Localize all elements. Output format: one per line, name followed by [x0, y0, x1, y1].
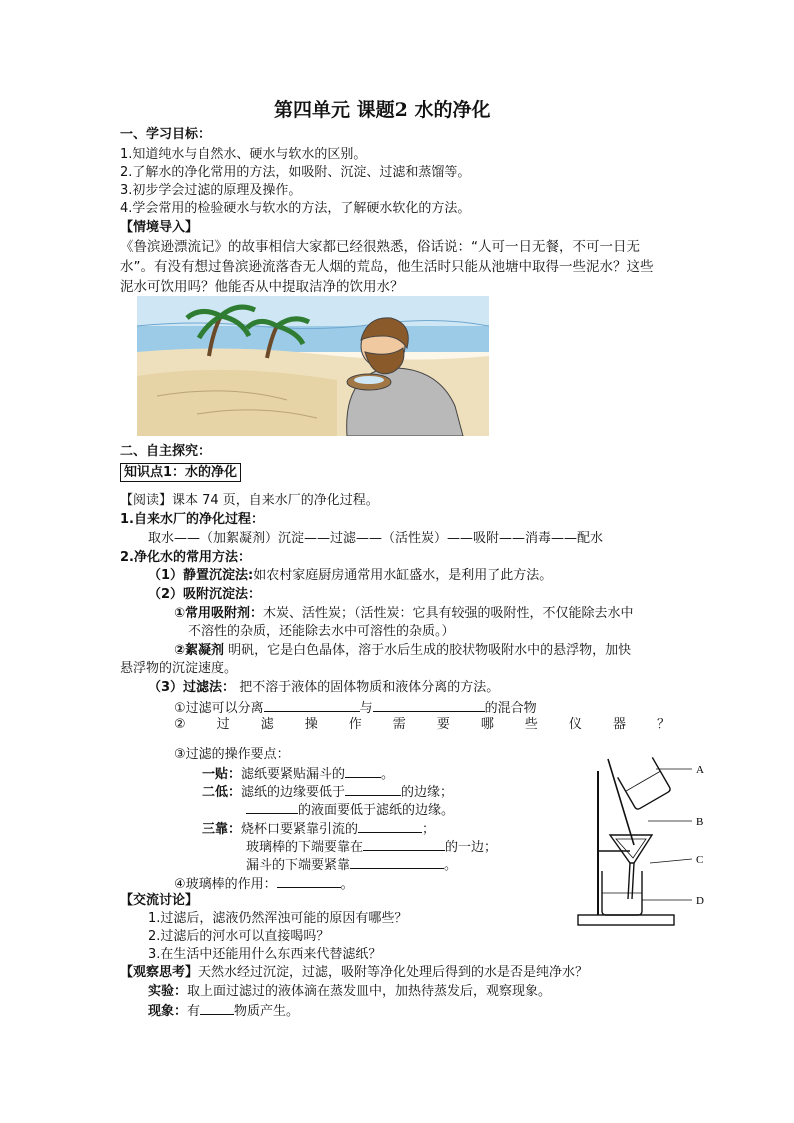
discussion-item: 2.过滤后的河水可以直接喝吗？	[148, 929, 330, 944]
page-title: 第四单元 课题2 水的净化	[274, 99, 491, 121]
sankao-end: 。	[444, 858, 458, 873]
filter-q2-char: ②	[174, 717, 186, 732]
filter-q2-char: 作	[348, 717, 362, 732]
filter-q3: ③过滤的操作要点：	[174, 747, 290, 762]
answer-blank[interactable]	[358, 819, 422, 833]
methods-heading: 2.净化水的常用方法：	[120, 550, 251, 565]
sankao-label: 三靠：	[202, 822, 242, 837]
method-2a-label: ①常用吸附剂：	[174, 606, 264, 621]
answer-blank[interactable]	[373, 698, 485, 712]
method-3-label: （3）过滤法：	[148, 680, 236, 695]
phenomenon-end: 物质产生。	[234, 1004, 300, 1019]
method-2b-text: 明矾，它是白色晶体，溶于水后生成的胶状物吸附水中的悬浮物，加快	[228, 643, 632, 658]
erdi-end: 的边缘；	[401, 785, 454, 800]
sankao-text: 烧杯口要紧靠引流的	[241, 822, 359, 837]
process-heading: 1.自来水厂的净化过程：	[120, 512, 264, 527]
sankao-text: 玻璃棒的下端要靠在	[246, 840, 364, 855]
filter-q2-char: 些	[524, 717, 538, 732]
objective-item: 2.了解水的净化常用的方法，如吸附、沉淀、过滤和蒸馏等。	[120, 165, 471, 180]
process-line: 取水——（加絮凝剂）沉淀——过滤——（活性炭）——吸附——消毒——配水	[148, 531, 604, 546]
answer-blank[interactable]	[200, 1001, 234, 1015]
observe-heading: 【观察思考】	[120, 965, 199, 980]
robinson-illustration	[137, 296, 489, 436]
filter-q1-end: 的混合物	[484, 701, 537, 716]
objective-item: 4.学会常用的检验硬水与软水的方法，了解硬水软化的方法。	[120, 201, 471, 216]
method-2a-text: 木炭、活性炭；（活性炭：它具有较强的吸附性，不仅能除去水中	[263, 606, 634, 621]
answer-blank[interactable]	[345, 782, 401, 796]
answer-blank[interactable]	[350, 855, 444, 869]
yitie-text: 滤纸要紧贴漏斗的	[241, 767, 346, 782]
observe-question: 天然水经过沉淀，过滤，吸附等净化处理后得到的水是否是纯净水？	[198, 965, 589, 980]
diagram-label-b: B	[696, 816, 704, 828]
sankao-end: ；	[422, 822, 436, 837]
erdi-end-2: 的液面要低于滤纸的边缘。	[298, 803, 455, 818]
sankao-text: 漏斗的下端要紧靠	[246, 858, 351, 873]
filter-q2-char: ？	[656, 717, 670, 732]
yitie-line	[202, 764, 394, 784]
filter-q1-and: 与	[359, 701, 373, 716]
answer-blank[interactable]	[264, 698, 360, 712]
method-2a-cont: 不溶性的杂质，还能除去水中可溶性的杂质。）	[188, 624, 455, 639]
erdi-label: 二低：	[202, 785, 242, 800]
diagram-label-d: D	[696, 895, 704, 907]
filter-q1-text: ①过滤可以分离	[174, 701, 264, 716]
erdi-line-1	[202, 782, 453, 802]
filter-q2-char: 需	[392, 717, 406, 732]
intro-heading: 【情境导入】	[120, 220, 199, 235]
method-3-text: 把不溶于液体的固体物质和液体分离的方法。	[239, 680, 500, 695]
filter-q2-char: 要	[436, 717, 450, 732]
method-2-label: （2）吸附沉淀法：	[148, 587, 262, 602]
sankao-line-3	[246, 855, 457, 875]
filter-q2	[174, 716, 670, 734]
answer-blank[interactable]	[277, 874, 341, 888]
filter-q4-text: ④玻璃棒的作用：	[174, 877, 277, 892]
method-1	[148, 567, 552, 585]
objectives-heading: 一、学习目标：	[120, 127, 212, 142]
method-3	[148, 679, 499, 697]
filter-q2-char: 过	[216, 717, 230, 732]
filtration-apparatus-diagram	[568, 755, 728, 933]
diagram-label-a: A	[696, 764, 704, 776]
method-2b	[174, 642, 631, 660]
objective-item: 1.知道纯水与自然水、硬水与软水的区别。	[120, 147, 367, 162]
experiment-label: 实验：	[148, 984, 188, 999]
method-2a	[174, 605, 634, 623]
phenomenon-text: 有	[187, 1004, 201, 1019]
read-line: 【阅读】课本 74 页，自来水厂的净化过程。	[120, 493, 379, 508]
method-2b-cont: 悬浮物的沉淀速度。	[120, 661, 238, 676]
filter-q4	[174, 874, 354, 894]
intro-line: 泥水可饮用吗？他能否从中提取洁净的饮用水？	[120, 279, 404, 295]
method-2b-label: ②絮凝剂	[174, 643, 225, 658]
method-1-label: （1）静置沉淀法:	[148, 568, 254, 583]
knowledge-point-box: 知识点1：水的净化	[120, 463, 241, 482]
filter-q1	[174, 698, 537, 718]
filter-q2-char: 操	[304, 717, 318, 732]
filter-q4-end: 。	[340, 877, 354, 892]
filter-q2-char: 仪	[568, 717, 582, 732]
intro-line: 水”。有没有想过鲁滨逊流落杳无人烟的荒岛，他生活时只能从池塘中取得一些泥水？这些	[120, 259, 654, 275]
discussion-heading: 【交流讨论】	[120, 893, 199, 908]
sankao-end: 的一边；	[445, 840, 498, 855]
sankao-line-2	[246, 837, 497, 857]
erdi-text: 滤纸的边缘要低于	[241, 785, 346, 800]
intro-line: 《鲁滨逊漂流记》的故事相信大家都已经很熟悉，俗话说：“人可一日无餐，不可一日无	[120, 239, 640, 255]
experiment-text: 取上面过滤过的液体滴在蒸发皿中，加热待蒸发后，观察现象。	[187, 984, 552, 999]
diagram-label-c: C	[696, 854, 704, 866]
answer-blank[interactable]	[363, 837, 445, 851]
erdi-line-2	[246, 800, 454, 820]
objective-item: 3.初步学会过滤的原理及操作。	[120, 183, 302, 198]
filter-q2-char: 哪	[480, 717, 494, 732]
answer-blank[interactable]	[345, 764, 381, 778]
phenomenon-line	[148, 1001, 299, 1021]
filter-q2-char: 器	[612, 717, 626, 732]
discussion-item: 1.过滤后，滤液仍然浑浊可能的原因有哪些？	[148, 911, 408, 926]
yitie-label: 一贴：	[202, 767, 242, 782]
filter-q2-char: 滤	[260, 717, 274, 732]
yitie-end: 。	[381, 767, 395, 782]
sankao-line-1	[202, 819, 435, 839]
phenomenon-label: 现象：	[148, 1004, 188, 1019]
discussion-item: 3.在生活中还能用什么东西来代替滤纸？	[148, 947, 382, 962]
experiment-line	[148, 983, 551, 1001]
method-1-text: 如农村家庭厨房通常用水缸盛水，是利用了此方法。	[253, 568, 553, 583]
answer-blank[interactable]	[246, 800, 298, 814]
explore-heading: 二、自主探究：	[120, 444, 212, 459]
observe-line	[120, 964, 588, 982]
